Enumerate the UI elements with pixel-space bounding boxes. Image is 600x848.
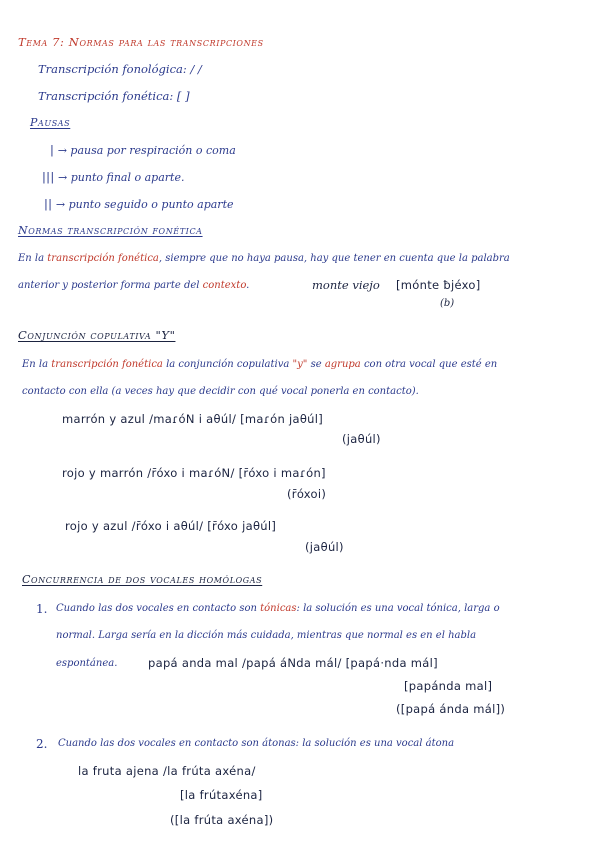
normas-heading: Normas transcripción fonética <box>18 224 203 237</box>
normas-example: monte viejo <box>312 278 380 292</box>
conjuncion-example: marrón y azul /maɾóN i aθúl/ [maɾón jaθúl] <box>62 412 324 426</box>
concurrencia-item1-line3: espontánea. <box>56 658 118 669</box>
pausa-text: → punto final o aparte. <box>58 171 185 184</box>
pausa-text: → punto seguido o punto aparte <box>55 198 234 211</box>
normas-paragraph-line2: anterior y posterior forma parte del contexto. <box>18 280 250 291</box>
concurrencia-example: papá anda mal /papá áNda mál/ [papá·nda mál] <box>148 656 438 670</box>
transcripcion-fonetica: Transcripción fonética: [ ] <box>38 89 190 103</box>
concurrencia-example-variant: [papánda mal] <box>404 679 493 693</box>
pausas-heading: Pausas <box>30 116 71 129</box>
concurrencia-example-variant: [la frútaxéna] <box>180 788 263 802</box>
conjuncion-heading: Conjunción copulativa "Y" <box>18 328 176 342</box>
conjuncion-example-variant: (jaθúl) <box>342 432 381 446</box>
concurrencia-example-variant: ([papá ánda mál]) <box>396 702 506 716</box>
concurrencia-item1-line2: normal. Larga sería en la dicción más cuidada, mientras que normal es en el habla <box>56 630 477 641</box>
page-title: Tema 7: Normas para las transcripciones <box>18 35 264 49</box>
conjuncion-paragraph-line2: contacto con ella (a veces hay que decidir con qué vocal ponerla en contacto). <box>22 386 419 397</box>
concurrencia-example-variant: ([la frúta axéna]) <box>170 813 274 827</box>
pausa-symbol: ||| <box>42 170 55 184</box>
conjuncion-example: rojo y azul /r̄óxo i aθúl/ [r̄óxo jaθúl] <box>65 519 277 533</box>
normas-example-ipa: [mónte ƀjéxo] <box>396 278 481 292</box>
concurrencia-item2-line1: Cuando las dos vocales en contacto son átonas: la solución es una vocal átona <box>58 738 455 749</box>
concurrencia-example: la fruta ajena /la frúta axéna/ <box>78 764 256 778</box>
pausa-text: → pausa por respiración o coma <box>57 144 236 157</box>
conjuncion-example-variant: (jaθúl) <box>305 540 344 554</box>
concurrencia-heading: Concurrencia de dos vocales homólogas <box>22 573 263 586</box>
pausa-symbol: || <box>44 197 53 211</box>
pausa-item <box>42 170 184 185</box>
transcripcion-fonologica: Transcripción fonológica: / / <box>38 62 202 76</box>
pausa-symbol: | <box>50 143 55 157</box>
pausa-item <box>50 143 236 158</box>
conjuncion-example-variant: (r̄óxoi) <box>287 487 327 501</box>
conjuncion-paragraph-line1: En la transcripción fonética la conjunción copulativa "y" se agrupa con otra vocal que esté en <box>22 359 498 370</box>
list-item-number: 2. <box>36 737 48 751</box>
conjuncion-example: rojo y marrón /r̄óxo i maɾóN/ [r̄óxo i maɾón] <box>62 466 326 480</box>
normas-paragraph-line1: En la transcripción fonética, siempre que no haya pausa, hay que tener en cuenta que la palabra <box>18 253 510 264</box>
pausa-item <box>44 197 234 212</box>
concurrencia-item1-line1: Cuando las dos vocales en contacto son tónicas: la solución es una vocal tónica, larga o <box>56 603 500 614</box>
normas-example-note: (b) <box>440 298 455 309</box>
list-item-number: 1. <box>36 602 48 616</box>
